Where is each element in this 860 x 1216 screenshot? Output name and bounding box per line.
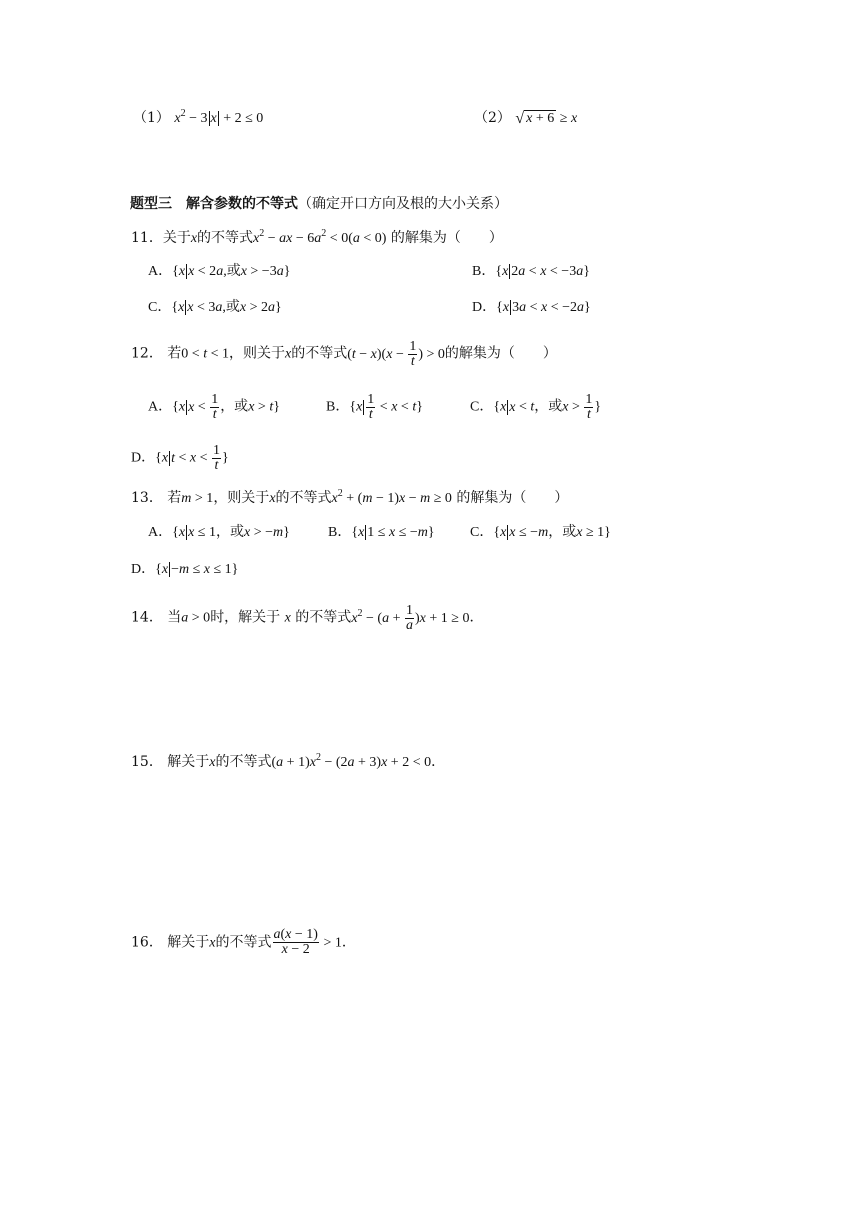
question-16: 16． 解关于x的不等式 $\frac{a(x - 1)}{x - 2}$ > 1． — [131, 927, 356, 957]
question-number: 13． — [131, 490, 163, 506]
question-number: 11． — [131, 230, 163, 246]
option-11-D: D．{x 3a < x < −2a} — [472, 300, 591, 315]
question-15: 15． 解关于x的不等式$(a + 1)x^2 - (2a + 3)x + 2 < 0$． — [131, 752, 446, 770]
section-note: （确定开口方向及根的大小关系） — [298, 196, 508, 212]
question-number: 12． — [131, 345, 163, 362]
option-11-B: B．{x 2a < x < −3a} — [472, 264, 590, 279]
math-expression: √ x + 6 ≥ x — [515, 109, 578, 127]
option-13-A: A．{x x ≤ 1，或x > −m} — [148, 525, 290, 540]
option-12-B: B．{x $\frac{1}{t}$ < x < t} — [326, 392, 423, 422]
question-11: 11．关于x的不等式$x^2$ − ax − $6a^2 < 0(a < 0)$ 的解集为（ ） — [131, 228, 503, 246]
question-13: 13． 若m > 1，则关于x的不等式$x^2 + (m - 1)x - m \ge 0$ 的解集为（ ） — [131, 488, 569, 506]
question-number: 15． — [131, 754, 163, 770]
problem-10-part-1 — [133, 108, 263, 129]
option-13-D: D．{x −m ≤ x ≤ 1} — [131, 562, 239, 577]
part-label: （2） — [474, 110, 511, 126]
question-14: 14． 当a > 0时，解关于 x 的不等式$x^2 - (a$ + $\frac{1}{a}$ )x + 1 ≥ 0． — [131, 603, 484, 633]
option-12-C: C．{x x < t，或x > $\frac{1}{t}$ } — [470, 392, 602, 422]
math-expression: $x^2 - 3$ x + 2 ≤ 0 — [174, 108, 264, 126]
question-12: 12． 若0 < t < 1，则关于x的不等式(t − x)(x − $\frac{1}{t}$ ) > 0的解集为（ ） — [131, 339, 557, 369]
option-12-A: A．{x x < $\frac{1}{t}$ ，或x > t} — [148, 392, 280, 422]
section-heading — [130, 194, 508, 214]
option-13-C: C．{x x ≤ −m，或x ≥ 1} — [470, 525, 611, 540]
option-12-D: D．{x t < x < $\frac{1}{t}$ } — [131, 443, 229, 473]
option-11-C: C．{x x < 3a,或x > 2a} — [148, 300, 282, 315]
part-label: （1） — [133, 110, 170, 126]
problem-10-part-2 — [474, 108, 577, 129]
option-13-B: B．{x 1 ≤ x ≤ −m} — [328, 525, 435, 540]
option-11-A: A．{x x < 2a,或x > −3a} — [148, 264, 291, 279]
section-title: 题型三 解含参数的不等式 — [130, 196, 298, 212]
question-number: 16． — [131, 934, 163, 951]
question-number: 14． — [131, 609, 163, 626]
